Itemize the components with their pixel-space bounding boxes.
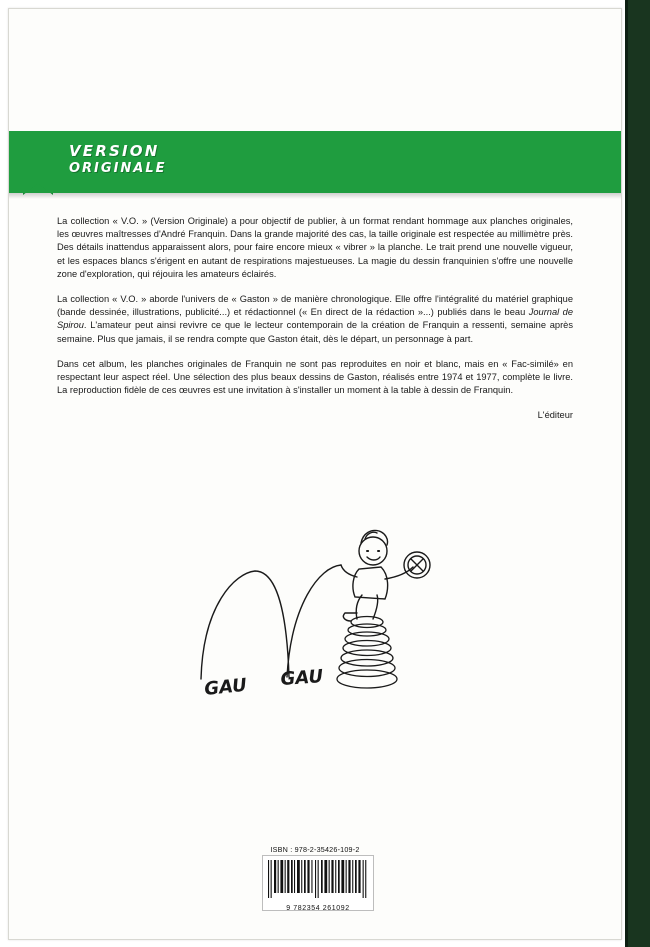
back-cover-text bbox=[57, 215, 573, 435]
barcode bbox=[262, 855, 374, 911]
cover-sheet bbox=[8, 8, 622, 940]
editor-signature: L'éditeur bbox=[537, 410, 573, 421]
sound-effect-left: GAU bbox=[203, 674, 248, 700]
barcode-bars bbox=[268, 860, 370, 898]
paragraph-1: La collection « V.O. » (Version Originale) a pour objectif de publier, à un format rendant hommage aux planches originales, les œuvres maîtresses d'André Franquin. Dans la grande majorité des cas, la taille originale est respectée au millimètre près. Des détails inattendus apparaissent alors, pour faire encore mieux « vibrer » la planche. Le trait prend une nouvelle vigueur, et les espaces blancs s'érigent en autant de respirations majestueuses. La magie du dessin franquinien s'offre une nouvelle zone d'exploration, qui réjouira les amateurs éclairés. bbox=[57, 216, 573, 279]
collection-logo-line1: VERSION bbox=[69, 142, 160, 160]
paragraph-2 bbox=[57, 293, 573, 346]
isbn-label: ISBN : 978-2-35426-109-2 bbox=[270, 845, 360, 854]
banner-shadow bbox=[9, 193, 621, 199]
sound-effect-right: GAU bbox=[279, 666, 324, 690]
paragraph-2-part-a: La collection « V.O. » aborde l'univers de « Gaston » de manière chronologique. Elle offre l'intégralité du matériel graphique (bande dessinée, illustrations, publicité...) et rédactionnel (« En direct de la rédaction »...) publiés dans le beau Journal de Spirou. L'amateur peut ainsi revivre ce que le lecteur contemporain de la création de Franquin a ressenti, semaine après semaine. Plus que jamais, il se rendra compte que Gaston était, dès le départ, un personnage à part. bbox=[57, 294, 573, 344]
collection-logo-text bbox=[69, 143, 167, 177]
paragraph-3: Dans cet album, les planches originales de Franquin ne sont pas reproduites en noir et blanc, mais en « Fac-similé» en respectant leur aspect réel. Une sélection des plus beaux dessins de Gaston, réalisés entre 1974 et 1977, complète le livre. La reproduction fidèle de ces œuvres est une invitation à s'installer un moment à la table à dessin de Franquin. bbox=[57, 358, 573, 396]
barcode-digits: 9 782354 261092 bbox=[286, 905, 350, 912]
collection-logo-line2: ORIGINALE bbox=[69, 161, 167, 176]
gaston-illustration bbox=[159, 509, 479, 729]
book-spine bbox=[628, 0, 650, 947]
journal-title: Journal de Spirou bbox=[57, 307, 573, 331]
